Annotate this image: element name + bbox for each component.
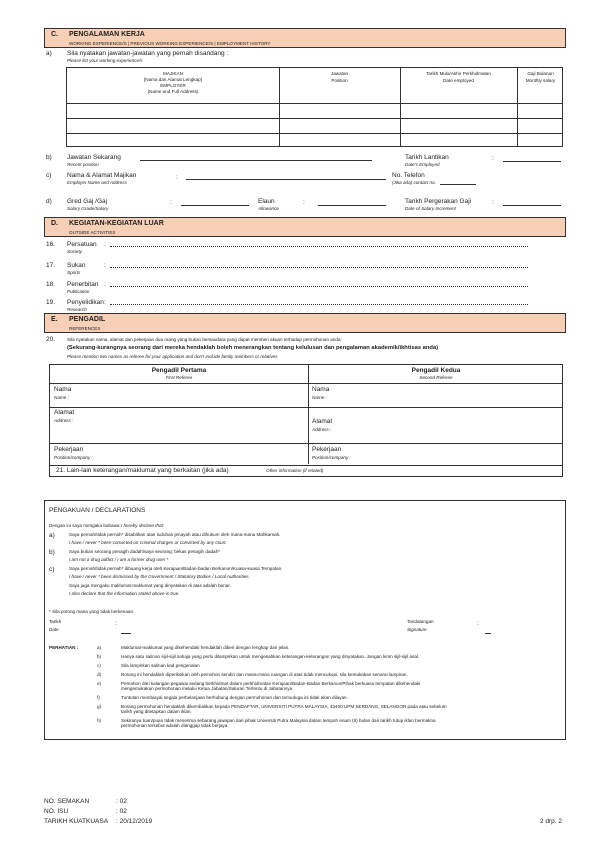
employer-address-field[interactable]: [186, 179, 386, 180]
document-footer: [44, 798, 566, 830]
appointment-date-field[interactable]: [503, 161, 561, 162]
activity-label-en: Publication: [67, 289, 90, 294]
activity-label-en: Research: [67, 307, 87, 312]
c-d-right: Tarikh Pergerakan Gaji: [405, 198, 472, 205]
decl-c-label: c): [49, 566, 55, 573]
q21-text-en: Other information (if related): [266, 468, 324, 473]
colon: :: [104, 262, 106, 269]
q20-num: 20.: [46, 336, 56, 343]
c-c-right: No. Telefon: [392, 172, 425, 179]
note-text: Sila lampirkan salinan kad pengenalan: [121, 663, 200, 668]
date-label-en: Date: [49, 627, 59, 632]
c-b-label: b): [46, 154, 52, 161]
decl-b-label: b): [49, 549, 55, 556]
section-d-letter: D.: [51, 220, 58, 227]
th-employer: MAJIKAN: [163, 71, 183, 76]
activity-num: 19.: [46, 299, 56, 306]
ref2-title: Pengadil Kedua: [411, 367, 461, 374]
q20-bold: (Sekurang-kurangnya seorang dari mereka hendaklah boleh menerangkan tentang kelulusan dan pengalaman akademik/ikhtisas anda): [67, 345, 439, 351]
research-field[interactable]: [110, 304, 528, 305]
salary-grade-field[interactable]: [181, 205, 249, 206]
page-number: 2 drp. 2: [539, 818, 562, 825]
note-label: f): [97, 695, 100, 700]
colon: :: [104, 281, 106, 288]
notes-heading: PERHATIAN :: [49, 645, 79, 650]
th-salary: Gaji Bulanan: [527, 71, 554, 76]
c-b-right-en: Date's Employed: [405, 162, 440, 167]
colon: :: [303, 199, 305, 206]
section-d-subtitle: OUTSIDE ACTIVITIES: [69, 230, 116, 235]
c-c-text: Nama & Alamat Majikan: [67, 172, 137, 179]
activity-item-research: [44, 298, 566, 314]
ref1-occupation-label-en: Position/company :: [54, 455, 93, 460]
ref1-occupation-label: Pekerjaan: [54, 446, 84, 453]
activity-item-society: [44, 240, 566, 256]
c-c-text-en: Employer Name and Address: [67, 180, 127, 185]
declaration-title: PENGAKUAN / DECLARATIONS: [49, 507, 146, 514]
declaration-intro-en: I hereby declare that:: [121, 523, 165, 528]
note-item: [97, 695, 565, 704]
signature-label: Tandatangan: [407, 619, 434, 624]
ref2-title-en: Second Referee: [419, 375, 453, 381]
footer-value-revision: : 02: [116, 798, 127, 805]
note-label: b): [97, 654, 102, 659]
note-item: [97, 663, 565, 672]
signature-label-en: Signature: [407, 627, 427, 632]
section-e-title: PENGADIL: [69, 316, 106, 323]
note-text-cont: permohonan tersebut adalah dianggap tidak berjaya.: [121, 723, 229, 728]
activity-label: Penyelidikan: [67, 299, 104, 306]
note-text: Borang ini hendaklah diperiksikan oleh pemohon sendiri dan mana-mana ruangan di atas tidak mencukupi, sila kemukakan senarai lampiran.: [121, 672, 408, 677]
c-d-right-en: Date of Salary Increment: [405, 206, 456, 211]
footer-label-revision: NO. SEMAKAN: [44, 798, 90, 805]
declaration-box: [44, 500, 566, 740]
note-item: [97, 645, 565, 654]
activity-item-publication: [44, 280, 566, 296]
decl-also: Saya juga mengaku maklumat-maklumat yang dinyatakan di atas adalah benar.: [69, 583, 231, 588]
activity-num: 18.: [46, 281, 56, 288]
colon: :: [477, 620, 479, 627]
note-text: Hanya satu salinan sijil-sijil sahaja yang perlu dilampirkan untuk mengesahkan keterangan-keterangan yang dinyatakan. Jangan kirim sijil-sijil asal.: [121, 654, 420, 659]
c-d-mid: Elaun: [258, 198, 275, 205]
date-label: Tarikh: [49, 619, 62, 624]
c-d-label: d): [46, 198, 52, 205]
activity-label: Persatuan: [67, 241, 97, 248]
c-c-label: c): [46, 172, 52, 179]
decl-c-text-en: I have / never * been dismissed by the Government / Statutory Bodies / Local Authorities.: [69, 574, 250, 579]
section-e-subtitle: REFERENCES: [69, 326, 101, 331]
note-label: d): [97, 672, 102, 677]
section-e-header: [44, 313, 566, 333]
sports-field[interactable]: [110, 267, 528, 268]
th-position-en: Position: [331, 78, 348, 84]
note-item: [97, 654, 565, 663]
decl-a-text: Saya pernah/tidak pernah* disabitkan atas tuduhan jenayah atau dihukum oleh mana-mana Mahkamah.: [69, 532, 281, 537]
ref2-occupation-label: Pekerjaan: [312, 446, 342, 453]
c-c-right-en: (Jika ada) contact no.: [392, 180, 436, 185]
references-table: [49, 364, 563, 477]
c-d-text-en: Salary Grade/Salary: [67, 206, 109, 211]
q21-text: 21. Lain-lain keterangan/maklumat yang berkaitan (jika ada): [56, 467, 229, 474]
activity-num: 16.: [46, 241, 56, 248]
activity-label-en: Sports: [67, 270, 81, 275]
th-salary-en: Monthly salary: [525, 78, 556, 84]
note-label: g): [97, 704, 102, 709]
recent-position-field[interactable]: [140, 160, 372, 161]
date-field[interactable]: [121, 633, 131, 634]
decl-b-text: Saya bukan seorang penagih dadah/saya seorang; bekas penagih dadah*: [69, 549, 220, 554]
c-a-text: Sila nyatakan jawatan-jawatan yang pernah disandang :: [67, 50, 229, 57]
employment-table: [66, 67, 563, 147]
colon: :: [115, 620, 117, 627]
ref1-title: Pengadil Pertama: [151, 367, 207, 374]
section-c-letter: C.: [51, 31, 58, 38]
colon: :: [170, 199, 172, 206]
c-d-mid-en: Allowance: [258, 206, 279, 211]
note-label: e): [97, 681, 102, 686]
note-text: Borang permohonan hendaklah dikembalikan kepada PENDAFTAR, UNIVERSITI PUTRA MALAYSIA, 43400 UPM SERDANG, SELANGOR pada atau sebelum: [121, 704, 447, 709]
footer-value-issue: : 02: [116, 808, 127, 815]
ref1-address-label-en: Address :: [54, 418, 74, 423]
note-item: [97, 672, 565, 681]
activity-label-en: Society: [67, 249, 83, 254]
footer-label-issue: NO. ISU: [44, 808, 69, 815]
decl-b-text-en: I am not a drug addict / I am a former drug user *: [69, 557, 169, 562]
ref2-address-label-en: Address :: [312, 427, 332, 432]
publication-field[interactable]: [110, 286, 528, 287]
decl-also-en: I also declare that the information stated above is true.: [69, 591, 180, 596]
c-a-label: a): [46, 50, 52, 57]
note-item: [97, 681, 565, 695]
section-c-subtitle: WORKING EXPERIENCE/S | PREVIOUS WORKING EXPERIENCE/S | EMPLOYMENT HISTORY: [69, 41, 271, 46]
signature-field[interactable]: [485, 633, 491, 634]
activity-item-sports: [44, 261, 566, 277]
c-d-text: Gred Gaj /Gaj: [67, 198, 108, 205]
activity-label: Sukan: [67, 262, 86, 269]
colon: :: [104, 241, 106, 248]
th-employer-en-detail: (Name and Full Address): [147, 89, 199, 95]
section-c-header: [44, 28, 566, 48]
colon: :: [104, 299, 106, 306]
ref1-title-en: First Referee: [165, 375, 193, 381]
declaration-intro: Dengan ini saya mengaku bahawa:: [49, 523, 121, 528]
footer-label-effective-date: TARIKH KUATKUASA: [44, 818, 109, 825]
decl-a-text-en: I have / never * been convicted on criminal charges or convicted by any court.: [69, 540, 227, 545]
colon: :: [176, 174, 178, 181]
ref1-name-label-en: Name :: [54, 395, 69, 400]
q20-text-en: Please mention two names as referee for your application and don't include family members or relatives: [67, 354, 278, 359]
ref1-name-label: Nama: [54, 386, 72, 393]
th-dates-en: Date employed: [443, 78, 474, 84]
c-b-right: Tarikh Lantikan: [405, 154, 449, 161]
note-text: Sekiranya tuan/puan tidak menerima sebarang jawapan dari pihak Universiti Putra Malaysia dalam tempoh enam (6) bulan dari tarikh tutup iklan bermakna: [121, 718, 436, 723]
notes-list: [97, 645, 565, 732]
colon: :: [492, 155, 494, 162]
c-b-text-en: Recent position: [67, 162, 99, 167]
c-a-text-en: Please list your working experience/s: [67, 58, 143, 63]
ref2-name-label-en: Name :: [312, 395, 327, 400]
c-b-text: Jawatan Sekarang: [67, 154, 121, 161]
note-item: [97, 718, 565, 732]
note-text-cont: mengemukakan permohonan melalui Ketua Jabatan/Saluran Tertentu di Jabatannya: [121, 686, 293, 691]
section-d-title: KEGIATAN-KEGIATAN LUAR: [69, 220, 164, 227]
section-d-header: [44, 217, 566, 237]
note-label: h): [97, 718, 102, 723]
section-c-title: PENGALAMAN KERJA: [69, 31, 145, 38]
decl-note: * Sila potong mana yang tidak berkenaan.: [49, 609, 135, 614]
note-text: Maklumat-maklumat yang dikehendaki hendaklah diberi dengan lengkap dan jelas.: [121, 645, 290, 650]
q20-text: Sila nyatakan nama, alamat dan pekerjaan dua orang yang bukan bersaudara yang dapat memberi akuan terhadap permohonan anda:: [67, 337, 342, 342]
note-text-cont: tarikh yang ditetapkan dalam iklan.: [121, 709, 192, 714]
footer-value-effective-date: : 20/12/2019: [116, 818, 153, 825]
ref2-address-label: Alamat: [312, 418, 333, 425]
salary-increment-date-field[interactable]: [503, 205, 561, 206]
society-field[interactable]: [110, 246, 528, 247]
decl-a-label: a): [49, 532, 55, 539]
section-e-letter: E.: [51, 316, 58, 323]
note-item: [97, 704, 565, 718]
th-employer-en: EMPLOYER: [160, 83, 186, 89]
th-employer-detail: [Nama dan Alamat Lengkap]: [144, 77, 202, 83]
allowance-field[interactable]: [318, 205, 386, 206]
decl-c-text: Saya pernah/tidak pernah* dibuang kerja oleh Kerajaan/Badan-badan Berkanun/Kuasa-kuasa Tempatan.: [69, 566, 283, 571]
th-position: Jawatan: [330, 71, 349, 76]
ref1-address-label: Alamat: [54, 409, 75, 416]
ref2-occupation-label-en: Position/company :: [312, 455, 351, 460]
note-label: c): [97, 663, 101, 668]
note-text: Tuntutan membiayai segala perbelanjaan berhubung dengan permohonan dan temuduga ini tidak akan dilayan.: [121, 695, 348, 700]
note-label: a): [97, 645, 102, 650]
ref2-name-label: Nama: [312, 386, 330, 393]
activity-label: Penerbitan: [67, 281, 99, 288]
th-dates: Tarikh Mula/Akhir Perkhidmatan: [426, 71, 491, 76]
note-text: Pemohon dari kalangan pegawai sedang berkhidmat dalam perkhidmatan Kerajaan/Badan-Badan Berkanun/Pihak berkuasa tempatan dikehendaki: [121, 681, 421, 686]
colon: :: [492, 199, 494, 206]
activity-num: 17.: [46, 262, 56, 269]
contact-no-field[interactable]: [440, 184, 476, 185]
